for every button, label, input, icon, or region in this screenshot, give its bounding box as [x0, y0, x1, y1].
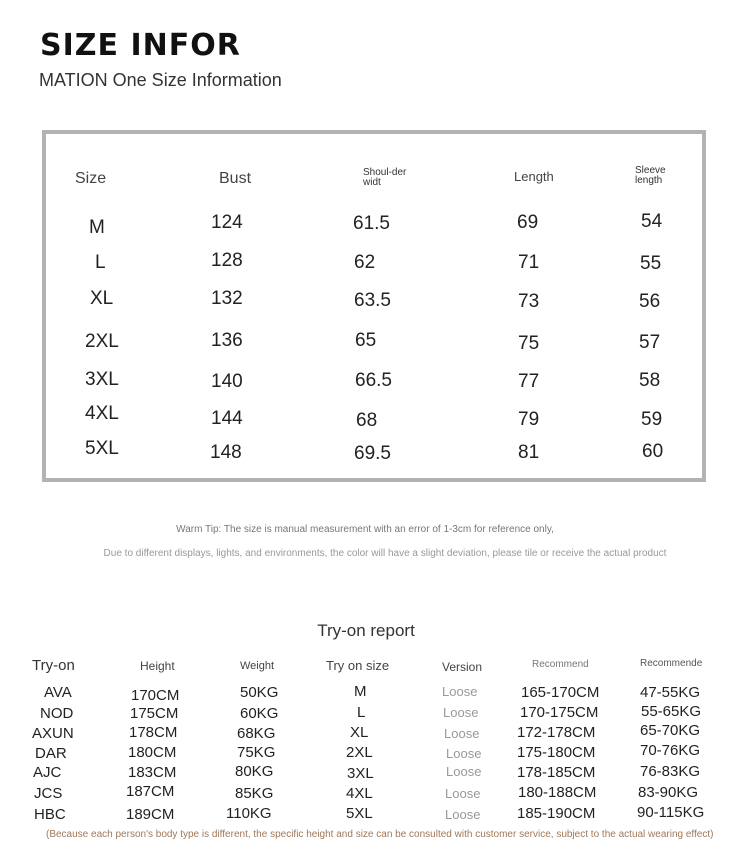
shoulder-cell: 68	[356, 410, 378, 431]
shoulder-width-header: Shoul-der widt	[363, 167, 407, 188]
tryon-size: 3XL	[347, 765, 374, 782]
tryon-rec-height: 175-180CM	[517, 744, 596, 761]
footnote: (Because each person's body type is different, the specific height and size can be consulted with customer service, subject to the actual wearing effect)	[46, 829, 714, 840]
sleeve-cell: 54	[641, 211, 663, 232]
warm-tip: Warm Tip: The size is manual measurement with an error of 1-3cm for reference only,	[176, 524, 554, 535]
tryon-rec-height: 180-188CM	[518, 784, 597, 801]
sleeve-cell: 57	[639, 332, 661, 353]
recommend-weight-header: Recommende	[640, 658, 703, 669]
length-cell: 77	[518, 371, 540, 392]
tryon-size: 5XL	[346, 805, 373, 822]
tryon-version: Loose	[442, 684, 478, 699]
tryon-version: Loose	[443, 705, 479, 720]
sleeve-cell: 59	[641, 409, 663, 430]
size-header: Size	[75, 170, 107, 187]
tryon-height: 178CM	[129, 724, 178, 741]
length-cell: 75	[518, 333, 540, 354]
tryon-weight: 75KG	[237, 744, 276, 761]
bust-cell: 148	[210, 442, 242, 463]
tryon-rec-height: 178-185CM	[517, 764, 596, 781]
bust-cell: 124	[211, 212, 243, 233]
tryon-version: Loose	[445, 807, 481, 822]
length-cell: 73	[518, 291, 540, 312]
tryon-name: AVA	[44, 684, 72, 701]
bust-header: Bust	[219, 170, 252, 187]
tryon-height: 170CM	[131, 687, 180, 704]
tryon-height: 180CM	[128, 744, 177, 761]
tryon-version: Loose	[445, 786, 481, 801]
tryon-height: 175CM	[130, 705, 179, 722]
tryon-version: Loose	[446, 746, 482, 761]
tryon-rec-weight: 70-76KG	[640, 742, 701, 759]
tryon-weight: 60KG	[240, 705, 279, 722]
recommend-height-header: Recommend	[532, 659, 589, 670]
tryon-rec-weight: 76-83KG	[640, 763, 701, 780]
bust-cell: 136	[211, 330, 243, 351]
tryon-height: 183CM	[128, 764, 177, 781]
page-title: SIZE INFOR	[40, 28, 241, 63]
tryon-name: AXUN	[32, 725, 74, 742]
tryon-rec-weight: 55-65KG	[641, 703, 702, 720]
bust-cell: 132	[211, 288, 243, 309]
shoulder-cell: 63.5	[354, 290, 391, 311]
size-cell: M	[89, 217, 105, 238]
tryon-size: 4XL	[346, 785, 373, 802]
bust-cell: 144	[211, 408, 243, 429]
tryon-weight: 85KG	[235, 785, 274, 802]
size-cell: 5XL	[85, 438, 119, 459]
shoulder-cell: 62	[354, 252, 376, 273]
tryon-name: HBC	[34, 806, 66, 823]
tryon-size: M	[354, 683, 367, 700]
shoulder-cell: 61.5	[353, 213, 390, 234]
sleeve-cell: 56	[639, 291, 661, 312]
page-subtitle: MATION One Size Information	[39, 70, 282, 90]
bust-cell: 140	[211, 371, 243, 392]
sleeve-cell: 60	[642, 441, 664, 462]
tryon-rec-weight: 83-90KG	[638, 784, 699, 801]
tryon-name: JCS	[34, 785, 63, 802]
color-tip: Due to different displays, lights, and environments, the color will have a slight deviation, please tile or receive the actual product	[103, 548, 667, 559]
length-cell: 71	[518, 252, 540, 273]
tryon-height: 187CM	[126, 783, 175, 800]
weight-header: Weight	[240, 660, 275, 672]
size-cell: XL	[90, 288, 114, 309]
tryon-name: DAR	[35, 745, 67, 762]
size-cell: 4XL	[85, 403, 119, 424]
bust-cell: 128	[211, 250, 243, 271]
tryon-title: Try-on report	[317, 621, 415, 640]
tryon-size: L	[357, 704, 366, 721]
sleeve-length-header: Sleeve length	[635, 165, 666, 186]
shoulder-cell: 66.5	[355, 370, 392, 391]
length-header: Length	[514, 169, 554, 184]
tryon-size-header: Try on size	[326, 658, 390, 673]
tryon-rec-height: 165-170CM	[521, 684, 600, 701]
tryon-weight: 68KG	[237, 725, 276, 742]
tryon-size: XL	[350, 724, 369, 741]
tryon-rec-weight: 65-70KG	[640, 722, 701, 739]
length-cell: 69	[517, 212, 539, 233]
tryon-version: Loose	[444, 726, 480, 741]
size-cell: L	[95, 252, 106, 273]
tryon-weight: 110KG	[226, 805, 272, 822]
tryon-rec-weight: 90-115KG	[637, 804, 705, 821]
shoulder-cell: 65	[355, 330, 377, 351]
height-header: Height	[140, 659, 175, 673]
tryon-weight: 80KG	[235, 763, 274, 780]
tryon-rec-height: 185-190CM	[517, 805, 596, 822]
tryon-rec-height: 172-178CM	[517, 724, 596, 741]
tryon-height: 189CM	[126, 806, 175, 823]
size-cell: 2XL	[85, 331, 119, 352]
sleeve-cell: 58	[639, 370, 661, 391]
shoulder-cell: 69.5	[354, 443, 391, 464]
tryon-version: Loose	[446, 764, 482, 779]
tryon-name: NOD	[40, 705, 74, 722]
tryon-weight: 50KG	[240, 684, 279, 701]
tryon-rec-weight: 47-55KG	[640, 684, 701, 701]
size-cell: 3XL	[85, 369, 119, 390]
length-cell: 79	[518, 409, 540, 430]
length-cell: 81	[518, 442, 540, 463]
tryon-name: AJC	[33, 764, 62, 781]
tryon-rec-height: 170-175CM	[520, 704, 599, 721]
sleeve-cell: 55	[640, 253, 662, 274]
tryon-header: Try-on	[32, 657, 75, 674]
version-header: Version	[442, 660, 483, 674]
tryon-size: 2XL	[346, 744, 373, 761]
